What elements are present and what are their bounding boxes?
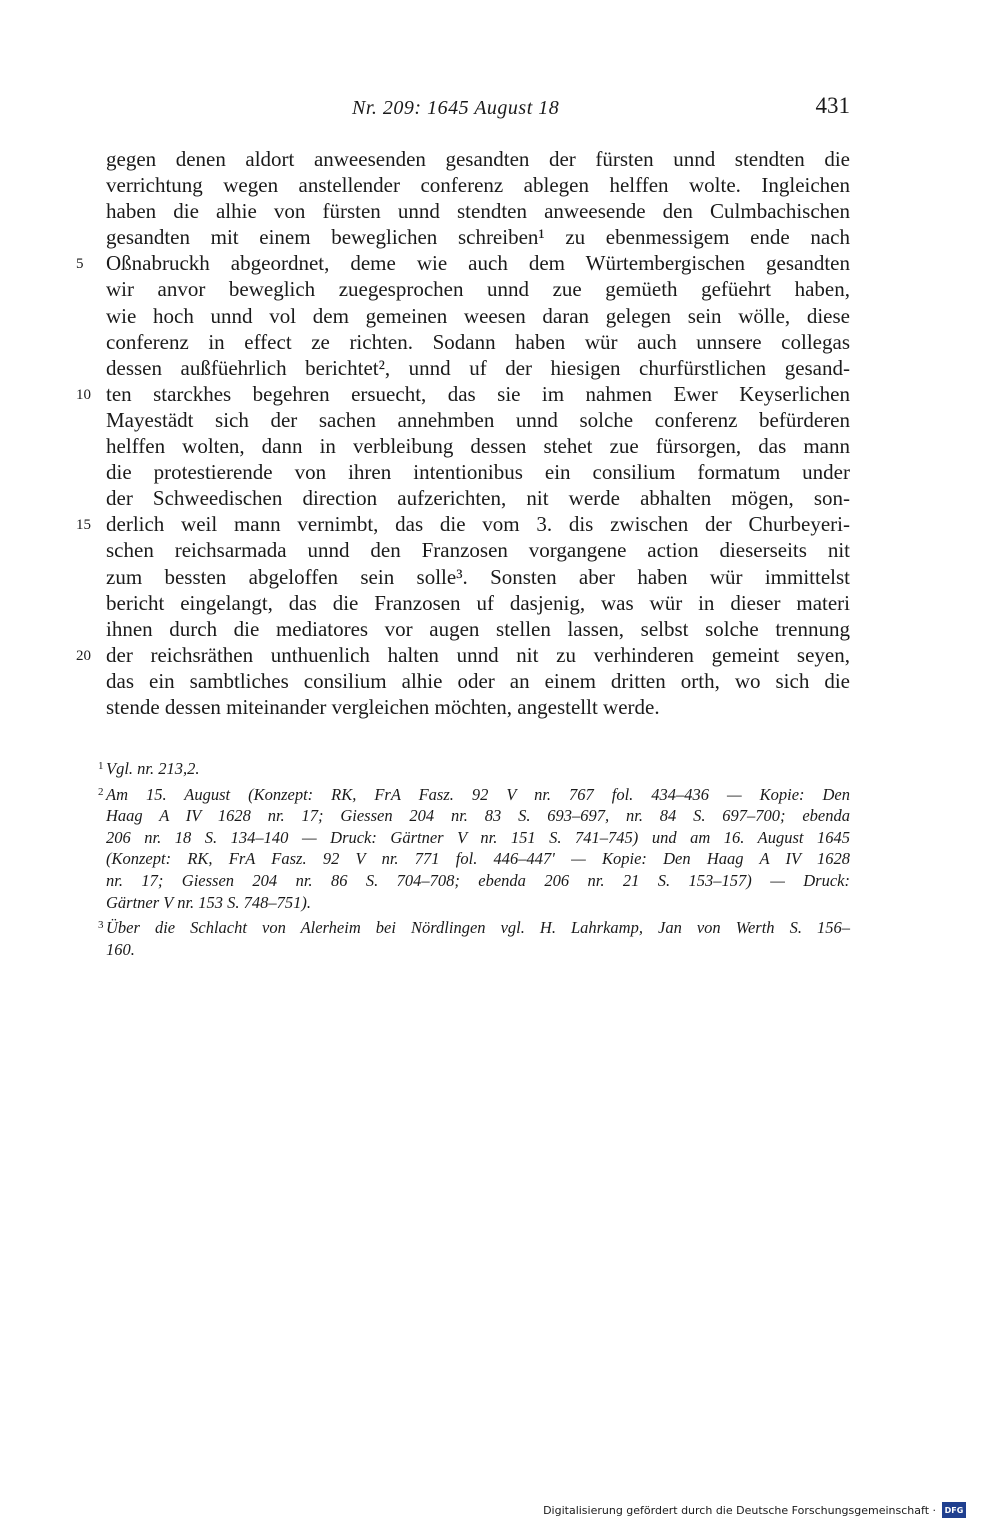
line-text: derlich weil mann vernimbt, das die vom 3. dis zwischen der Churbeyeri- xyxy=(106,512,850,537)
text-line xyxy=(106,276,850,302)
footnote-line: 206 nr. 18 S. 134–140 — Druck: Gärtner V nr. 151 S. 741–745) und am 16. August 1645 xyxy=(106,827,850,847)
line-text: bericht eingelangt, das die Franzosen uf dasjenig, was wür in dieser materi xyxy=(106,590,850,615)
text-line xyxy=(106,694,850,720)
text-line xyxy=(106,355,850,381)
line-text: conferenz in effect ze richten. Sodann haben wür auch unnsere collegas xyxy=(106,329,850,354)
line-number: 10 xyxy=(76,386,91,403)
text-line xyxy=(106,564,850,590)
line-text: das ein sambtliches consilium alhie oder an einem dritten orth, wo sich die xyxy=(106,668,850,693)
text-line xyxy=(106,485,850,511)
line-text: gesandten mit einem beweglichen schreiben¹ zu ebenmessigem ende nach xyxy=(106,225,850,250)
footnotes xyxy=(98,758,850,960)
dfg-logo: DFG xyxy=(942,1502,966,1518)
text-line xyxy=(106,616,850,642)
text-line xyxy=(106,433,850,459)
page-number: 431 xyxy=(815,93,850,118)
text-line xyxy=(76,381,850,407)
footnote-line: Vgl. nr. 213,2. xyxy=(106,759,200,778)
footnote-line: Gärtner V nr. 153 S. 748–751). xyxy=(106,892,312,912)
line-text: wir anvor beweglich zuegesprochen unnd zue gemüeth gefüehrt haben, xyxy=(106,277,850,302)
running-head: Nr. 209: 1645 August 18 xyxy=(352,97,560,119)
line-text: dessen außfüehrlich berichtet², unnd uf der hiesigen churfürstlichen gesand- xyxy=(106,355,850,380)
footnote-marker: 1 xyxy=(98,760,104,772)
text-line xyxy=(76,642,850,668)
text-line xyxy=(106,198,850,224)
line-text: der reichsräthen unthuenlich halten unnd nit zu verhinderen gemeint seyen, xyxy=(106,642,850,667)
text-line xyxy=(106,303,850,329)
line-number: 15 xyxy=(76,517,91,534)
text-line xyxy=(106,172,850,198)
text-line xyxy=(106,537,850,563)
footnote xyxy=(98,784,850,914)
text-line xyxy=(76,250,850,276)
text-line xyxy=(106,668,850,694)
text-line xyxy=(106,459,850,485)
line-text: der Schweedischen direction aufzerichten, nit werde abhalten mögen, son- xyxy=(106,486,850,511)
line-number: 20 xyxy=(76,647,91,664)
line-text: zum bessten abgeloffen sein solle³. Sonsten aber haben wür immittelst xyxy=(106,564,850,589)
line-text: Mayestädt sich der sachen annehmben unnd solche conferenz befürderen xyxy=(106,407,850,432)
footnote-line: nr. 17; Giessen 204 nr. 86 S. 704–708; ebenda 206 nr. 21 S. 153–157) — Druck: xyxy=(106,870,850,890)
text-line xyxy=(106,146,850,172)
footnote-line: Am 15. August (Konzept: RK, FrA Fasz. 92 V nr. 767 fol. 434–436 — Kopie: Den xyxy=(106,784,850,804)
line-text: ten starckhes begehren ersuecht, das sie im nahmen Ewer Keyserlichen xyxy=(106,381,850,406)
text-line xyxy=(106,407,850,433)
credit-text: Digitalisierung gefördert durch die Deutsche Forschungsgemeinschaft · xyxy=(543,1503,936,1517)
line-text: helffen wolten, dann in verbleibung dessen stehet zue fürsorgen, das mann xyxy=(106,434,850,459)
line-text: wie hoch unnd vol dem gemeinen weesen daran gelegen sein wölle, diese xyxy=(106,303,850,328)
text-line xyxy=(106,329,850,355)
footnote xyxy=(98,917,850,960)
line-number: 5 xyxy=(76,256,84,273)
line-text: haben die alhie von fürsten unnd stendten anweesende den Culmbachischen xyxy=(106,199,850,224)
text-line xyxy=(106,224,850,250)
line-text: stende dessen miteinander vergleichen möchten, angestellt werde. xyxy=(106,694,660,719)
footnote-line: 160. xyxy=(106,939,135,959)
footnote-line: (Konzept: RK, FrA Fasz. 92 V nr. 771 fol. 446–447' — Kopie: Den Haag A IV 1628 xyxy=(106,849,850,869)
footnote-marker: 2 xyxy=(98,785,104,798)
line-text: ihnen durch die mediatores vor augen stellen lassen, selbst solche trennung xyxy=(106,616,850,641)
footnote-line: Über die Schlacht von Alerheim bei Nördlingen vgl. H. Lahrkamp, Jan von Werth S. 156– xyxy=(106,918,850,938)
line-text: die protestierende von ihren intentionibus ein consilium formatum under xyxy=(106,460,850,485)
text-line xyxy=(76,511,850,537)
footnote-marker: 3 xyxy=(98,919,104,932)
page-header xyxy=(300,93,850,125)
footnote xyxy=(98,758,850,780)
line-text: Oßnabruckh abgeordnet, deme wie auch dem Würtembergischen gesandten xyxy=(106,251,850,276)
footnote-line: Haag A IV 1628 nr. 17; Giessen 204 nr. 83 S. 693–697, nr. 84 S. 697–700; ebenda xyxy=(106,806,850,826)
digitization-credit xyxy=(543,1500,966,1520)
text-line xyxy=(106,590,850,616)
line-text: gegen denen aldort anweesenden gesandten der fürsten unnd stendten die xyxy=(106,147,850,171)
line-text: verrichtung wegen anstellender conferenz ablegen helffen wolte. Ingleichen xyxy=(106,173,850,198)
line-text: schen reichsarmada unnd den Franzosen vorgangene action dieserseits nit xyxy=(106,538,850,563)
body-text xyxy=(76,146,850,720)
